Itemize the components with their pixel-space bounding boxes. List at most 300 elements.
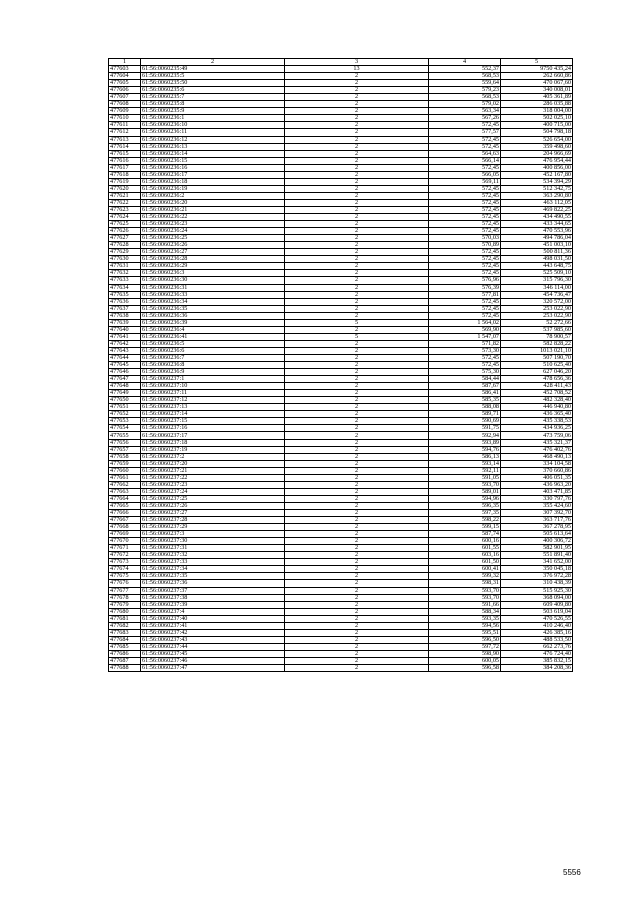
cell-area: 590,69 (429, 418, 501, 425)
cell-count: 2 (285, 256, 429, 263)
cell-cadastral-number: 61:56:0060236:25 (141, 235, 285, 242)
cell-count: 2 (285, 488, 429, 495)
cell-count: 2 (285, 228, 429, 235)
cell-row-number: 477633 (109, 277, 141, 284)
table-row (109, 256, 573, 263)
cell-count: 2 (285, 362, 429, 369)
cell-cadastral-value: 463 112,05 (501, 199, 573, 206)
table-row (109, 404, 573, 411)
cell-row-number: 477616 (109, 157, 141, 164)
table-row (109, 439, 573, 446)
cell-count: 13 (285, 66, 429, 73)
cell-row-number: 477628 (109, 242, 141, 249)
table-row (109, 608, 573, 615)
cell-area: 588,34 (429, 608, 501, 615)
cell-cadastral-number: 61:56:0060237:41 (141, 622, 285, 629)
cell-count: 2 (285, 150, 429, 157)
cell-area: 592,94 (429, 432, 501, 439)
table-row (109, 467, 573, 474)
cell-area: 579,23 (429, 87, 501, 94)
table-row (109, 319, 573, 326)
cell-cadastral-value: 446 940,80 (501, 404, 573, 411)
cell-area: 563,34 (429, 108, 501, 115)
cell-cadastral-number: 61:56:0060237:19 (141, 446, 285, 453)
cell-count: 2 (285, 418, 429, 425)
cell-row-number: 477623 (109, 206, 141, 213)
cell-cadastral-value: 537 985,60 (501, 326, 573, 333)
cell-row-number: 477662 (109, 481, 141, 488)
cell-count: 2 (285, 115, 429, 122)
cell-cadastral-number: 61:56:0060236:18 (141, 178, 285, 185)
cell-cadastral-value: 468 490,13 (501, 453, 573, 460)
cell-row-number: 477676 (109, 580, 141, 587)
cell-cadastral-value: 363 290,80 (501, 192, 573, 199)
table-row (109, 249, 573, 256)
cell-count: 2 (285, 390, 429, 397)
table-row (109, 73, 573, 80)
cell-area: 591,75 (429, 425, 501, 432)
table-row (109, 122, 573, 129)
cell-row-number: 477604 (109, 73, 141, 80)
cell-area: 599,15 (429, 524, 501, 531)
cell-cadastral-number: 61:56:0060236:14 (141, 150, 285, 157)
table-row (109, 502, 573, 509)
cell-count: 2 (285, 214, 429, 221)
table-header-row (109, 59, 573, 66)
cell-cadastral-number: 61:56:0060235:49 (141, 66, 285, 73)
cell-cadastral-number: 61:56:0060237:44 (141, 643, 285, 650)
cell-cadastral-number: 61:56:0060236:7 (141, 354, 285, 361)
cell-cadastral-value: 525 509,10 (501, 270, 573, 277)
table-row (109, 101, 573, 108)
cell-area: 572,45 (429, 214, 501, 221)
cell-count: 2 (285, 601, 429, 608)
cell-count: 2 (285, 559, 429, 566)
cell-row-number: 477630 (109, 256, 141, 263)
cell-cadastral-number: 61:56:0060237:25 (141, 495, 285, 502)
cell-row-number: 477626 (109, 228, 141, 235)
table-row (109, 333, 573, 340)
table-row (109, 178, 573, 185)
cell-count: 2 (285, 263, 429, 270)
cell-cadastral-number: 61:56:0060237:13 (141, 404, 285, 411)
table-row (109, 481, 573, 488)
cell-cadastral-number: 61:56:0060236:39 (141, 319, 285, 326)
cell-count: 2 (285, 580, 429, 587)
cell-row-number: 477646 (109, 369, 141, 376)
cell-count: 2 (285, 242, 429, 249)
cell-area: 572,45 (429, 362, 501, 369)
cell-row-number: 477673 (109, 559, 141, 566)
cell-cadastral-value: 502 025,10 (501, 115, 573, 122)
cell-cadastral-number: 61:56:0060237:46 (141, 657, 285, 664)
cell-cadastral-number: 61:56:0060237:24 (141, 488, 285, 495)
table-row (109, 80, 573, 87)
cell-count: 2 (285, 199, 429, 206)
cell-cadastral-number: 61:56:0060236:27 (141, 249, 285, 256)
cell-count: 2 (285, 347, 429, 354)
cell-count: 2 (285, 531, 429, 538)
cell-cadastral-number: 61:56:0060236:26 (141, 242, 285, 249)
cell-cadastral-value: 310 438,39 (501, 580, 573, 587)
table-row (109, 573, 573, 580)
cell-area: 572,45 (429, 206, 501, 213)
cell-area: 593,35 (429, 615, 501, 622)
table-row (109, 545, 573, 552)
table-body (109, 66, 573, 672)
cell-area: 569,90 (429, 326, 501, 333)
cell-cadastral-number: 61:56:0060235:8 (141, 101, 285, 108)
cell-area: 587,67 (429, 383, 501, 390)
cell-cadastral-value: 403 471,85 (501, 488, 573, 495)
cell-count: 2 (285, 524, 429, 531)
cell-row-number: 477629 (109, 249, 141, 256)
cell-cadastral-value: 507 190,70 (501, 354, 573, 361)
cell-row-number: 477614 (109, 143, 141, 150)
cell-row-number: 477621 (109, 192, 141, 199)
cell-count: 2 (285, 446, 429, 453)
table-row (109, 657, 573, 664)
cell-area: 552,37 (429, 66, 501, 73)
cell-cadastral-value: 330 797,76 (501, 495, 573, 502)
cell-area: 594,56 (429, 622, 501, 629)
cell-count: 2 (285, 538, 429, 545)
cell-row-number: 477617 (109, 164, 141, 171)
cell-count: 2 (285, 298, 429, 305)
cell-count: 2 (285, 502, 429, 509)
cell-cadastral-value: 400 856,00 (501, 164, 573, 171)
cell-area: 572,45 (429, 249, 501, 256)
cell-area: 577,81 (429, 291, 501, 298)
cell-cadastral-value: 435 321,37 (501, 439, 573, 446)
cell-area: 588,08 (429, 404, 501, 411)
cell-count: 2 (285, 270, 429, 277)
cell-cadastral-number: 61:56:0060236:12 (141, 136, 285, 143)
table-row (109, 615, 573, 622)
cell-area: 596,50 (429, 636, 501, 643)
cell-count: 2 (285, 340, 429, 347)
cell-row-number: 477671 (109, 545, 141, 552)
cell-row-number: 477631 (109, 263, 141, 270)
cell-count: 2 (285, 122, 429, 129)
cell-cadastral-number: 61:56:0060237:37 (141, 587, 285, 594)
cell-cadastral-number: 61:56:0060236:23 (141, 221, 285, 228)
cell-cadastral-value: 350 045,18 (501, 566, 573, 573)
cell-count: 2 (285, 235, 429, 242)
cell-cadastral-number: 61:56:0060237:15 (141, 418, 285, 425)
table-row (109, 87, 573, 94)
cell-cadastral-value: 494 786,04 (501, 235, 573, 242)
cell-count: 2 (285, 615, 429, 622)
cell-cadastral-value: 476 954,44 (501, 157, 573, 164)
cell-area: 597,72 (429, 643, 501, 650)
cell-area: 601,55 (429, 545, 501, 552)
cell-count: 2 (285, 665, 429, 672)
cell-cadastral-number: 61:56:0060236:28 (141, 256, 285, 263)
table-row (109, 432, 573, 439)
table-row (109, 206, 573, 213)
cell-row-number: 477641 (109, 333, 141, 340)
cell-cadastral-value: 368 094,00 (501, 594, 573, 601)
cell-area: 592,11 (429, 467, 501, 474)
table-row (109, 594, 573, 601)
cell-cadastral-number: 61:56:0060236:2 (141, 192, 285, 199)
table-row (109, 411, 573, 418)
cell-row-number: 477677 (109, 587, 141, 594)
cell-row-number: 477656 (109, 439, 141, 446)
table-row (109, 538, 573, 545)
cell-area: 1 547,07 (429, 333, 501, 340)
cell-row-number: 477672 (109, 552, 141, 559)
cell-cadastral-value: 662 273,76 (501, 643, 573, 650)
cell-cadastral-value: 370 660,86 (501, 467, 573, 474)
cell-cadastral-number: 61:56:0060237:2 (141, 453, 285, 460)
cell-area: 572,45 (429, 164, 501, 171)
table-row (109, 488, 573, 495)
cell-cadastral-number: 61:56:0060236:17 (141, 171, 285, 178)
table-row (109, 171, 573, 178)
cell-cadastral-value: 434 936,25 (501, 425, 573, 432)
cell-row-number: 477644 (109, 354, 141, 361)
cell-cadastral-value: 9750 435,24 (501, 66, 573, 73)
table-row (109, 277, 573, 284)
cell-area: 570,89 (429, 242, 501, 249)
cell-cadastral-number: 61:56:0060237:14 (141, 411, 285, 418)
cell-cadastral-value: 443 648,75 (501, 263, 573, 270)
cell-cadastral-value: 510 625,40 (501, 362, 573, 369)
cell-cadastral-value: 515 925,30 (501, 587, 573, 594)
cell-cadastral-value: 340 008,01 (501, 87, 573, 94)
cell-cadastral-value: 476 402,76 (501, 446, 573, 453)
cell-row-number: 477638 (109, 312, 141, 319)
cell-cadastral-value: 627 046,20 (501, 369, 573, 376)
cell-area: 596,35 (429, 502, 501, 509)
table-row (109, 214, 573, 221)
table-row (109, 115, 573, 122)
cell-count: 2 (285, 397, 429, 404)
cell-cadastral-number: 61:56:0060237:1 (141, 376, 285, 383)
cell-cadastral-value: 476 724,40 (501, 650, 573, 657)
cell-row-number: 477684 (109, 636, 141, 643)
cell-row-number: 477655 (109, 432, 141, 439)
cell-count: 2 (285, 622, 429, 629)
cell-count: 2 (285, 185, 429, 192)
cell-cadastral-number: 61:56:0060237:33 (141, 559, 285, 566)
cell-cadastral-number: 61:56:0060236:9 (141, 369, 285, 376)
cell-count: 2 (285, 94, 429, 101)
cell-row-number: 477663 (109, 488, 141, 495)
cell-area: 569,11 (429, 178, 501, 185)
table-row (109, 242, 573, 249)
table-row (109, 418, 573, 425)
cell-cadastral-value: 406 051,35 (501, 474, 573, 481)
cell-cadastral-value: 452 708,52 (501, 390, 573, 397)
table-row (109, 580, 573, 587)
table-row (109, 390, 573, 397)
cell-cadastral-number: 61:56:0060237:22 (141, 474, 285, 481)
cell-count: 2 (285, 404, 429, 411)
table-row (109, 291, 573, 298)
cell-cadastral-number: 61:56:0060237:39 (141, 601, 285, 608)
cell-row-number: 477658 (109, 453, 141, 460)
cell-row-number: 477687 (109, 657, 141, 664)
table-row (109, 185, 573, 192)
cell-area: 597,35 (429, 510, 501, 517)
table-row (109, 192, 573, 199)
table-row (109, 199, 573, 206)
cell-cadastral-number: 61:56:0060237:3 (141, 531, 285, 538)
cell-row-number: 477678 (109, 594, 141, 601)
cell-cadastral-value: 470 526,55 (501, 615, 573, 622)
column-header-2: 2 (141, 59, 285, 66)
cell-cadastral-value: 482 328,40 (501, 397, 573, 404)
cell-count: 2 (285, 629, 429, 636)
table-row (109, 263, 573, 270)
cell-count: 2 (285, 432, 429, 439)
cell-count: 2 (285, 249, 429, 256)
cell-area: 600,16 (429, 538, 501, 545)
cell-count: 2 (285, 192, 429, 199)
cell-cadastral-value: 504 798,18 (501, 129, 573, 136)
cell-area: 595,51 (429, 629, 501, 636)
table-row (109, 397, 573, 404)
cell-row-number: 477608 (109, 101, 141, 108)
cell-cadastral-number: 61:56:0060236:33 (141, 291, 285, 298)
cell-cadastral-number: 61:56:0060236:36 (141, 312, 285, 319)
table-row (109, 665, 573, 672)
cell-area: 593,70 (429, 594, 501, 601)
cell-area: 568,53 (429, 94, 501, 101)
cell-cadastral-value: 363 717,76 (501, 517, 573, 524)
table-row (109, 143, 573, 150)
cell-area: 575,30 (429, 369, 501, 376)
cell-cadastral-value: 376 972,28 (501, 573, 573, 580)
cell-area: 572,45 (429, 199, 501, 206)
cell-area: 589,71 (429, 411, 501, 418)
cell-cadastral-number: 61:56:0060236:30 (141, 277, 285, 284)
cell-cadastral-value: 359 498,60 (501, 143, 573, 150)
cell-area: 603,16 (429, 552, 501, 559)
cell-row-number: 477649 (109, 390, 141, 397)
cell-area: 594,96 (429, 495, 501, 502)
cell-cadastral-number: 61:56:0060237:47 (141, 665, 285, 672)
cell-count: 2 (285, 650, 429, 657)
cell-cadastral-number: 61:56:0060237:21 (141, 467, 285, 474)
table-row (109, 369, 573, 376)
table-row (109, 157, 573, 164)
cell-cadastral-value: 318 004,00 (501, 108, 573, 115)
cell-count: 2 (285, 453, 429, 460)
cell-row-number: 477610 (109, 115, 141, 122)
cell-area: 577,57 (429, 129, 501, 136)
cell-row-number: 477647 (109, 376, 141, 383)
cell-row-number: 477683 (109, 629, 141, 636)
cell-area: 572,45 (429, 228, 501, 235)
cell-row-number: 477632 (109, 270, 141, 277)
cell-area: 566,14 (429, 157, 501, 164)
cell-count: 2 (285, 206, 429, 213)
page-number: 5556 (563, 868, 581, 877)
cell-cadastral-value: 78 900,57 (501, 333, 573, 340)
cell-row-number: 477635 (109, 291, 141, 298)
cell-row-number: 477640 (109, 326, 141, 333)
cell-row-number: 477605 (109, 80, 141, 87)
cell-row-number: 477651 (109, 404, 141, 411)
cell-row-number: 477675 (109, 573, 141, 580)
cell-cadastral-number: 61:56:0060235:7 (141, 94, 285, 101)
cell-area: 572,45 (429, 143, 501, 150)
cell-row-number: 477657 (109, 446, 141, 453)
cell-count: 2 (285, 636, 429, 643)
cell-area: 572,45 (429, 185, 501, 192)
cell-cadastral-value: 436 963,20 (501, 481, 573, 488)
cell-cadastral-number: 61:56:0060235:6 (141, 87, 285, 94)
cell-cadastral-number: 61:56:0060237:20 (141, 460, 285, 467)
cell-cadastral-number: 61:56:0060237:18 (141, 439, 285, 446)
cell-cadastral-value: 405 361,89 (501, 94, 573, 101)
cell-count: 2 (285, 326, 429, 333)
cell-cadastral-value: 503 619,04 (501, 608, 573, 615)
cell-count: 2 (285, 517, 429, 524)
cell-count: 2 (285, 312, 429, 319)
cell-area: 585,35 (429, 397, 501, 404)
cell-cadastral-number: 61:56:0060237:4 (141, 608, 285, 615)
cell-cadastral-number: 61:56:0060237:30 (141, 538, 285, 545)
cell-cadastral-number: 61:56:0060237:32 (141, 552, 285, 559)
cell-row-number: 477688 (109, 665, 141, 672)
cell-cadastral-value: 435 338,53 (501, 418, 573, 425)
cell-row-number: 477624 (109, 214, 141, 221)
cell-count: 2 (285, 376, 429, 383)
cell-count: 2 (285, 87, 429, 94)
column-header-5: 5 (501, 59, 573, 66)
table-row (109, 108, 573, 115)
cell-cadastral-number: 61:56:0060236:21 (141, 206, 285, 213)
cell-count: 2 (285, 474, 429, 481)
cell-row-number: 477653 (109, 418, 141, 425)
cell-cadastral-value: 609 409,80 (501, 601, 573, 608)
cell-cadastral-value: 355 424,60 (501, 502, 573, 509)
cell-count: 2 (285, 178, 429, 185)
cell-row-number: 477686 (109, 650, 141, 657)
cell-cadastral-number: 61:56:0060236:1 (141, 115, 285, 122)
table-row (109, 347, 573, 354)
cell-row-number: 477637 (109, 305, 141, 312)
cell-cadastral-value: 526 654,00 (501, 136, 573, 143)
cell-cadastral-number: 61:56:0060237:35 (141, 573, 285, 580)
cell-cadastral-value: 551 891,40 (501, 552, 573, 559)
cell-area: 589,01 (429, 488, 501, 495)
cell-cadastral-value: 346 114,00 (501, 284, 573, 291)
cell-count: 2 (285, 305, 429, 312)
cell-row-number: 477619 (109, 178, 141, 185)
cell-cadastral-number: 61:56:0060236:15 (141, 157, 285, 164)
table-row (109, 376, 573, 383)
cell-cadastral-number: 61:56:0060236:29 (141, 263, 285, 270)
cell-row-number: 477636 (109, 298, 141, 305)
cell-row-number: 477607 (109, 94, 141, 101)
cell-cadastral-value: 469 822,25 (501, 206, 573, 213)
cell-cadastral-value: 1013 021,10 (501, 347, 573, 354)
cell-area: 572,45 (429, 136, 501, 143)
cell-count: 2 (285, 587, 429, 594)
cell-cadastral-number: 61:56:0060236:34 (141, 298, 285, 305)
cell-cadastral-number: 61:56:0060237:26 (141, 502, 285, 509)
cell-cadastral-value: 433 344,65 (501, 221, 573, 228)
cell-area: 571,82 (429, 340, 501, 347)
table-row (109, 94, 573, 101)
cell-area: 593,89 (429, 439, 501, 446)
